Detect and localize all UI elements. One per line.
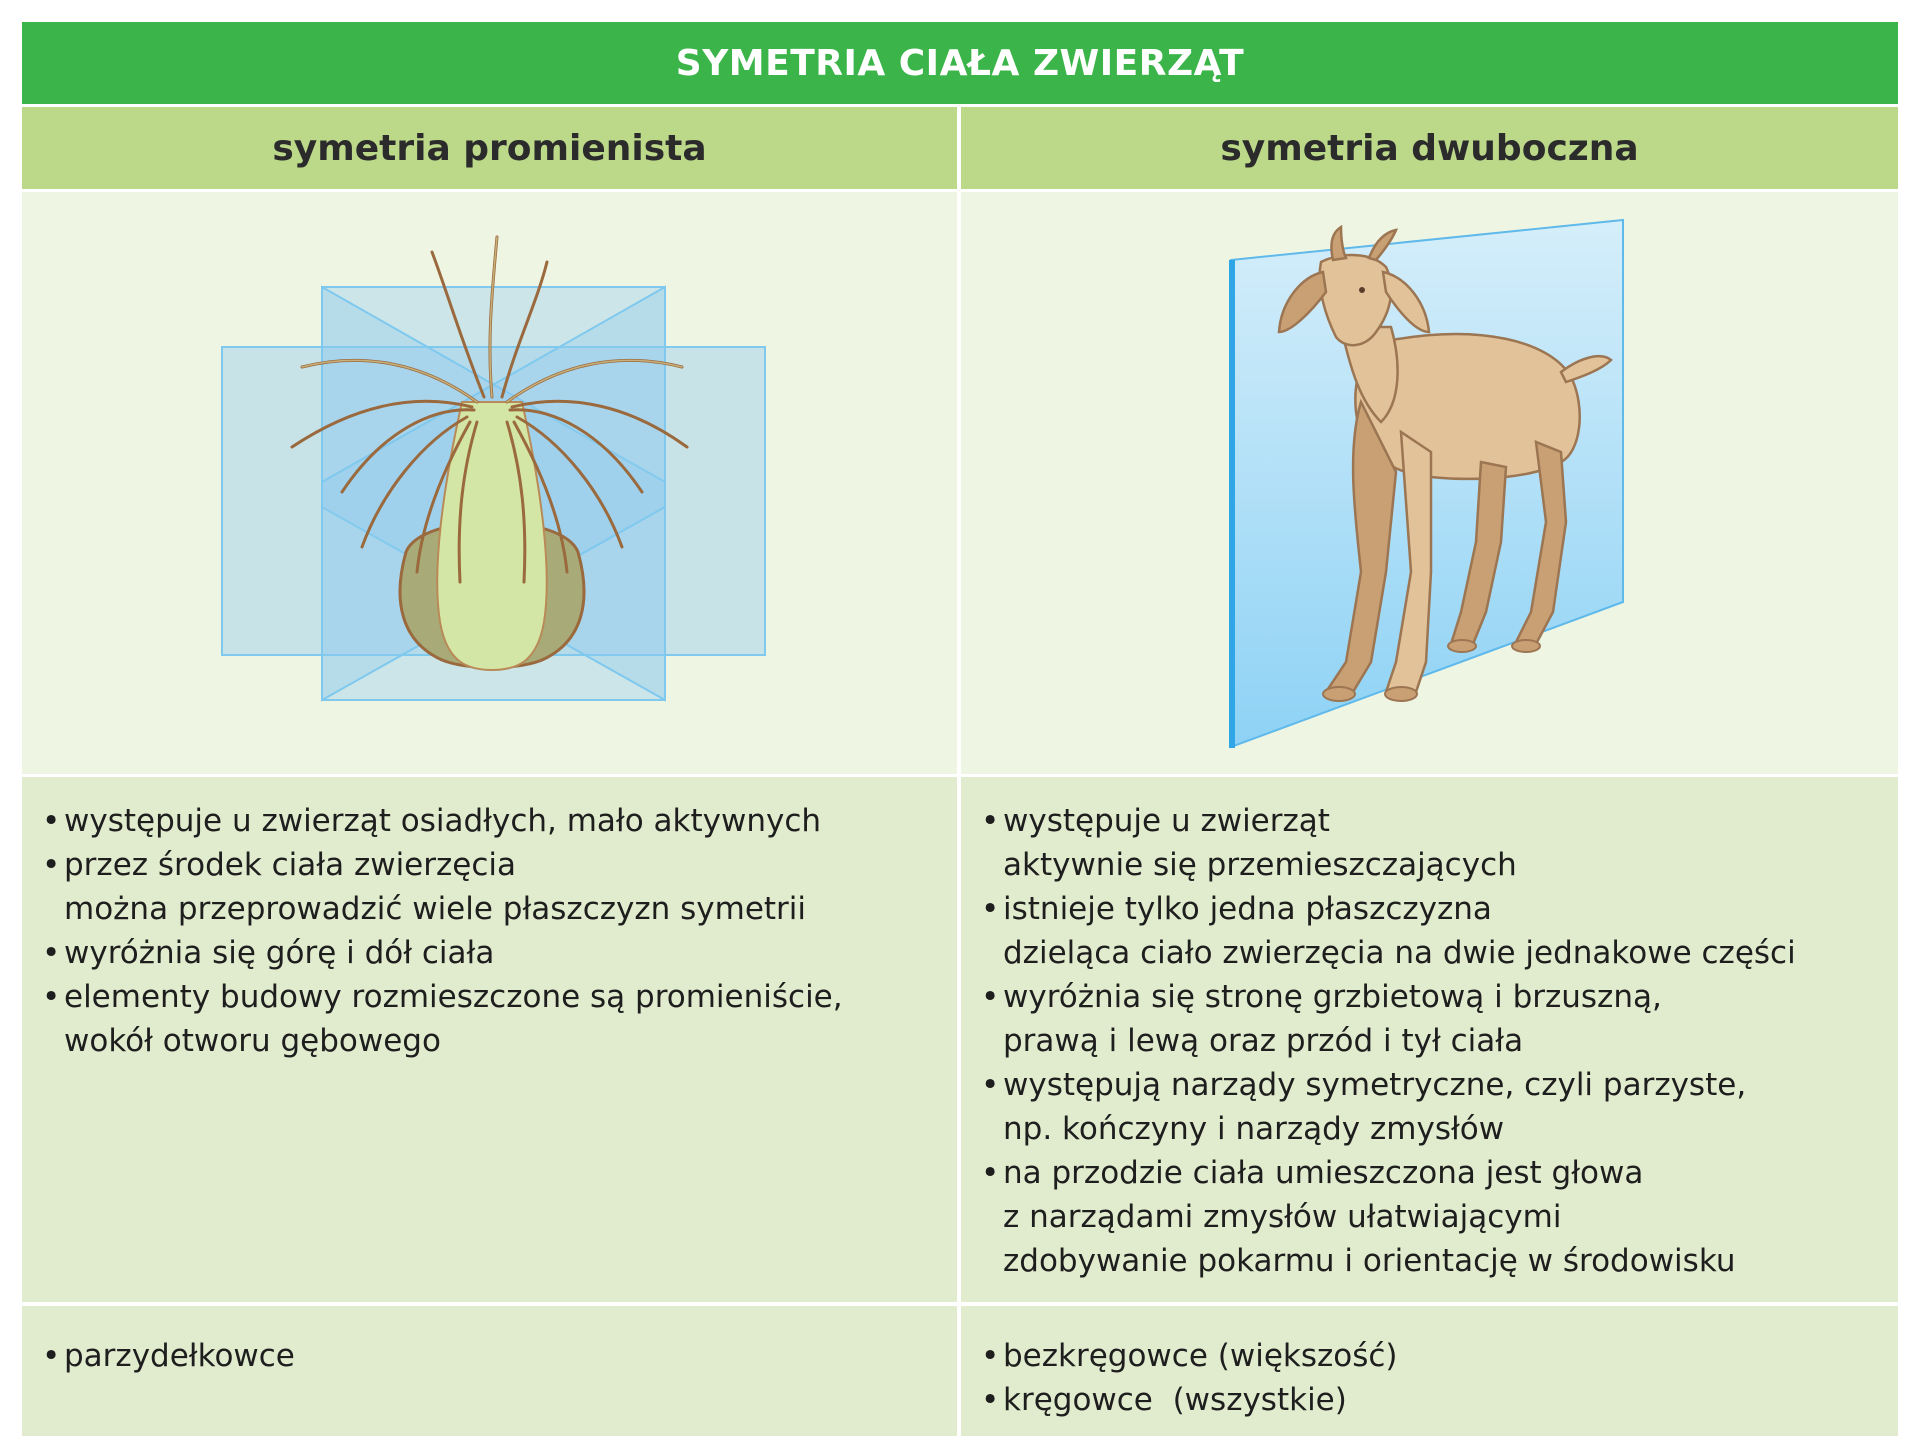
list-item: • wyróżnia się stronę grzbietową i brzuszną, prawą i lewą oraz przód i tył ciała: [979, 975, 1898, 1063]
goat-illustration: [961, 192, 1898, 774]
examples-list-bilateral: [979, 1334, 1898, 1422]
sea-anemone-illustration: [22, 192, 957, 774]
list-item: • istnieje tylko jedna płaszczyzna dzieląca ciało zwierzęcia na dwie jednakowe części: [979, 887, 1898, 975]
table-title: SYMETRIA CIAŁA ZWIERZĄT: [22, 22, 1898, 104]
examples-cell-bilateral: [961, 1306, 1898, 1436]
list-item: • wyróżnia się górę i dół ciała: [40, 931, 957, 975]
list-item: • elementy budowy rozmieszczone są promieniście, wokół otworu gębowego: [40, 975, 957, 1063]
symmetry-plane-edge: [1229, 260, 1235, 748]
examples-cell-radial: [22, 1306, 957, 1436]
features-cell-radial: [22, 777, 957, 1302]
image-cell-radial: [22, 192, 957, 774]
list-item: • kręgowce (wszystkie): [979, 1378, 1898, 1422]
list-item: • przez środek ciała zwierzęcia można przeprowadzić wiele płaszczyzn symetrii: [40, 843, 957, 931]
list-item: • występuje u zwierząt aktywnie się przemieszczających: [979, 799, 1898, 887]
list-item: • bezkręgowce (większość): [979, 1334, 1898, 1378]
list-item: • występuje u zwierząt osiadłych, mało aktywnych: [40, 799, 957, 843]
features-cell-bilateral: [961, 777, 1898, 1302]
list-item: • występują narządy symetryczne, czyli parzyste, np. kończyny i narządy zmysłów: [979, 1063, 1898, 1151]
anemone-column: [437, 402, 547, 670]
image-cell-bilateral: [961, 192, 1898, 774]
header-radial: symetria promienista: [22, 107, 957, 189]
features-list-radial: [40, 799, 957, 1063]
examples-list-radial: [40, 1334, 957, 1378]
list-item: • na przodzie ciała umieszczona jest głowa z narządami zmysłów ułatwiającymi zdobywanie pokarmu i orientację w środowisku: [979, 1151, 1898, 1283]
features-list-bilateral: [979, 799, 1898, 1283]
header-bilateral: symetria dwuboczna: [961, 107, 1898, 189]
list-item: • parzydełkowce: [40, 1334, 957, 1378]
